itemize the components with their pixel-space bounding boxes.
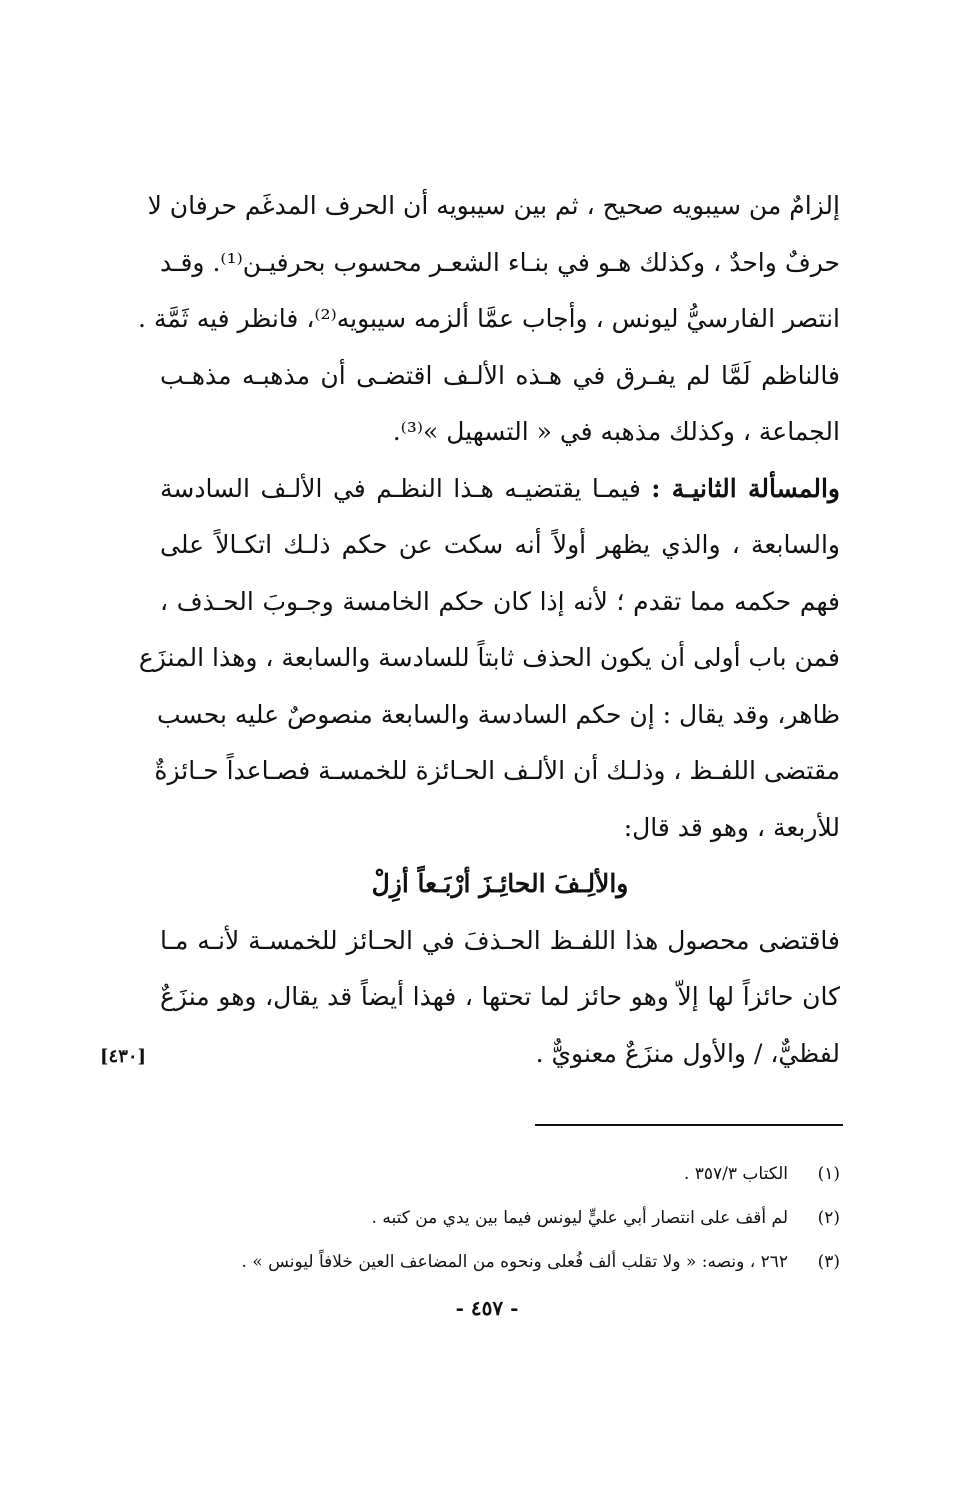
text-line-10: ظاهر، وقد يقال : إن حكم السادسة والسابعة منصوصٌ عليه بحسب [157, 699, 840, 729]
page-number: - ٤٥٧ - [455, 1296, 519, 1320]
manuscript-folio-ref: [٤٣٠] [100, 1046, 147, 1067]
footnote-text: الكتاب ٣٥٧/٣ . [683, 1164, 788, 1184]
footnotes [160, 1152, 840, 1284]
text-line-7: والسابعة ، والذي يظهر أولاً أنه سكت عن حكم ذلـك اتكـالاً على [160, 530, 840, 559]
issue-heading-rest: فيمـا يقتضيـه هـذا النظـم في الألـف السادسة [160, 473, 652, 503]
text-line-2: حرفٌ واحدٌ ، وكذلك هـو في بنـاء الشعـر محسوب بحرفيـن⁽¹⁾. وقـد [160, 247, 840, 277]
footnote-text: ٢٦٢ ، ونصه: « ولا تقلب ألف فُعلى ونحوه من المضاعف العين خلافاً ليونس » . [241, 1252, 788, 1272]
footnote-number: (٢) [817, 1208, 840, 1228]
text-line-1: إلزامٌ من سيبويه صحيح ، ثم بين سيبويه أن الحرف المدغَم حرفان لا [147, 191, 840, 220]
text-line-15: كان حائزاً لها إلاّ وهو حائز لما تحتها ، فهذا أيضاً قد يقال، وهو منزَعٌ [160, 982, 840, 1011]
footnote-text: لم أقف على انتصار أبي عليٍّ ليونس فيما بين يدي من كتبه . [371, 1208, 788, 1228]
main-text [138, 178, 840, 1082]
issue-heading-line [160, 461, 840, 518]
text-line-8: فهم حكمه مما تقدم ؛ لأنه إذا كان حكم الخامسة وجـوبَ الحـذف ، [160, 586, 840, 616]
footnote-number: (١) [817, 1164, 840, 1184]
footnote-1 [160, 1152, 840, 1196]
text-line-16: لفظيٌّ، / والأول منزَعٌ معنويٌّ . [535, 1038, 840, 1068]
footnote-separator [535, 1124, 843, 1126]
verse-line: والألِـفَ الحائِـزَ أرْبَـعاً أزِلْ [371, 869, 629, 898]
text-line-12: للأربعة ، وهو قد قال: [623, 812, 840, 842]
text-line-5: الجماعة ، وكذلك مذهبه في « التسهيل »⁽³⁾. [392, 417, 840, 446]
footnote-2 [160, 1196, 840, 1240]
text-line-14: فاقتضى محصول هذا اللفـظ الحـذفَ في الحـائز للخمسـة لأنـه مـا [160, 925, 840, 955]
text-line-4: فالناظم لَمَّا لم يفـرق في هـذه الألـف اقتضـى أن مذهبـه مذهـب [160, 360, 840, 390]
text-line-3: انتصر الفارسيُّ ليونس ، وأجاب عمَّا ألزمه سيبويه⁽²⁾، فانظر فيه ثَمَّة . [138, 304, 840, 333]
footnote-number: (٣) [817, 1252, 840, 1272]
issue-heading: والمسألة الثانيـة : [651, 473, 840, 503]
footnote-3 [160, 1240, 840, 1284]
text-line-11: مقتضى اللفـظ ، وذلـك أن الألـف الحـائزة للخمسـة فصـاعداً حـائزةٌ [154, 756, 840, 785]
text-line-9: فمن باب أولى أن يكون الحذف ثابتاً للسادسة والسابعة ، وهذا المنزَع [138, 643, 840, 672]
